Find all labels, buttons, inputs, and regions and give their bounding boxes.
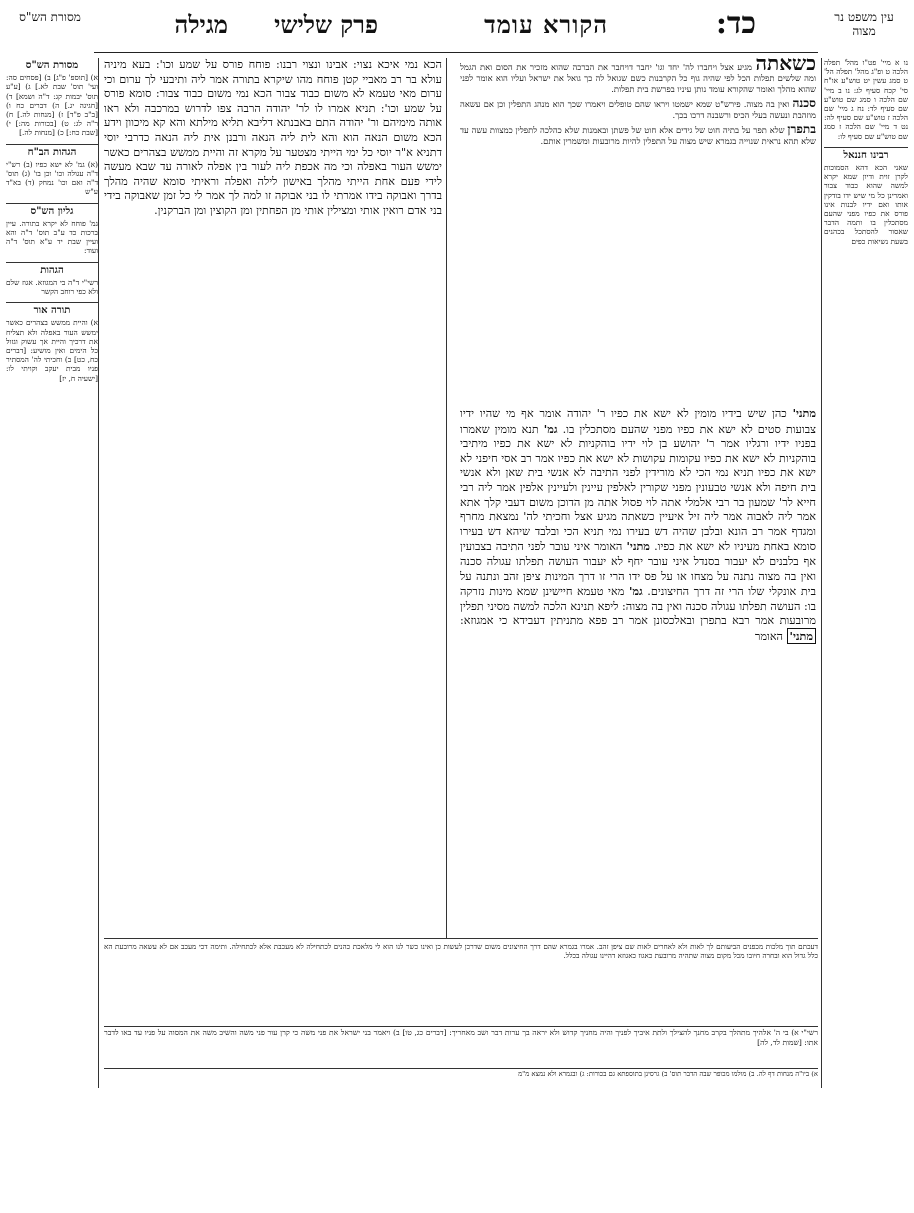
rashi-dibbur-2: סכנה [792,96,816,110]
ein-mishpat-label: עין משפט נר מצוה [834,10,894,38]
footer-divider [104,938,818,939]
gemara-label: גמ' [543,421,558,436]
hagahot-title: הגהות [6,262,98,275]
footnote-divider [104,1068,818,1069]
masoret-hashas-label: מסורת הש"ס [19,10,81,24]
rabbeinu-chananel-title: רבינו חננאל [824,147,908,160]
ein-mishpat-column [824,58,908,1088]
bottom-footnotes: א) ביו"ה מנחות דף לה. ב) מולמו מכופר שבה הדבר תוס' ב) גרסינן בתוספתא גם בכורות: ג) ובגמרא ולא נמצא מ"מ [518,1070,818,1078]
tosafot-intro: הכא נמי איכא נצוי: אבינו ונצוי רבנו: פוחח פורס על שמע וכו': בעא מיניה עולא בר רב מאביי קטן פוחח מהו שיקרא בתורה אמר ליה ותיבעי לך ערום וכי ערום מאי טעמא לא משום כבוד צבור הכא נמי משום כבוד צבור: סומא פורס על שמע וכו': תניא אמרו לו לר' יהודה הרבה צפו לדרוש במרכבה ולא ראו אותה מימיהם ור' יהודה התם באבנתא דליבא תליא מילתא והא קא מיכוון וידע הכא משום הנאה הוא והא לית ליה הנאה ורבנן אית ליה הנאה כדרבי יוסי דתניא א"ר יוסי כל ימי הייתי מצטער על מקרא זה והיית ממשש בצהרים כאשר ימשש העור באפלה וכי מה אכפת ליה לעור בין אפלה לאורה עד שבא מעשה לידי פעם אחת הייתי מהלך באישון לילה ואפלה וראיתי סומא שהיה מהלך בדרך ואבוקה בידו אמרתי לו בני אבוקה זו למה לך אמר לי כל זמן שאבוקה בידי בני אדם רואין אותי ומצילין אותי מן הפחתין ומן הקוצין ומן הברקנין. [104,58,442,217]
rashi-commentary [460,58,816,404]
closing-text: האומר [754,629,783,643]
rashi-text-2: ואין בה מצוה. פירש"ט שמא ישמטו ויראו שהם טופלים ויאמרו שכך הוא מנהג התפלין וכן אם עשאה מוזהבת ונעשה בעלי הכיס ורשבנה דרכו בכך. [460,99,816,120]
column-divider [446,58,447,938]
rashi-dibbur-3: בתפרן [787,122,816,136]
mishna-label: מתני' [792,406,816,420]
mishna-text: כהן שיש בידיו מומין לא ישא את כפיו ר' יהודה אומר אף מי שהיו ידיו צבועות סטים לא ישא את כפיו מפני שהעם מסתכלין בו. [460,407,816,436]
gemara-text: תנא מומין שאמרו בפניו ידיו ורגליו אמר ר' יהושע בן לוי ידיו בוהקניות לא ישא את כפיו מיתיבי בוהקניות לא ישא את כפיו עקומות עקושות לא ישא את כפיו אמר רב אסי חיפני לא ישא את כפיו תניא נמי הכי לא מורידין לפני התיבה לא אנשי בית שאן ולא אנשי בית חיפה ולא אנשי טבעונין מפני שקורין לאלפין עיינין ולעיינין אלפין אמר ליה רבי חייא לר' שמעון בר רבי אלמלי אתה לוי פסול אתה מן הדוכן משום דעבי קלך אתא אמר ליה לאבוה אמר ליה זיל איעיין כשאתה מגיע אצל וחכיתי לה' נמצאת מחרף ומגדף אמר רב הונא ובלבן שהיה דש בעירו נמי תניא הכי ובלבד שיהא דש בעירו סומא באחת מעיניו לא ישא את כפיו. [460,422,816,554]
rashi-text-1: מגיע אצל ויחברו לה' יחד וגו' יחבר דויחבר את הברכה שהוא מזכיר את הסום ואת הגמל ומה שלשים תפלות הכל לפי שהיה גוף כל הקרבנות כשם שגואל לה כך גואל את ישראל ועליו הוא אומר לפני שהוא מהלך ואומר שהקורא עומד נותן עיניו בפרשת בית תפלות. [460,62,816,94]
masoret-hashas-column [6,58,98,1088]
torah-or-title: תורה אור [6,302,98,315]
gemara-block [460,406,816,645]
bottom-verses: רשי"י א) בי ה' אלהיך מתהלך בקרב מחנך להצילך ולתת איביך לפניך והיה מחניך קדוש ולא יראה בך ערות דבר ושב מאחריך: [דברים כג, טו] ב) ויאמר בני ישראל את פני משה כי קרן עור פני משה והשיב משה את המסוה על פניו עד באו לדבר אתו: [שמות לד, לה] [104,1028,818,1047]
masoret-box-text: א) [תוספ' פ"ג] ב) [פסחים סה: ועי' תוס' שבת לא.] ג) [ע"ע תוס' יבמות קג: ד"ה ושמא] ד) [חגיגה יג.] ה) דברים כח ו) [ב"ב פ"ד] ז) [מנחות לה.] ח) ר"ה לג: ט) [בכורות מה:] י) [שבת כח:] כ) [מנחות לה.] [6,73,98,138]
footer-notes: דעכתם תוך מלכות מכפנים הביעותם לך לאות ולא לאחרים לאות שם ציפן זהב. אמרו בגמרא שהם דרך החיצונים משום שדרכן לעשות כן ואינו כשר לנו הוא לי מלאכת כהנים לכתחילה לא מעכבת אלא לכתחילה. ותימה דכי מעכב אם לא עשאה מרובעת הא כלל גדול הוא ובחרה חיובו מכל מקום מצוה שתהיה מרובעת כאגוז כאגוזא דהיינו עגולה בכלל. [104,942,818,961]
header-rule [94,52,818,53]
rabbeinu-chananel-text: שאני הכא דהא הסמוכות לקרן זוית ודיון שמא יקרא למשה שהוא כבוד צבור ואמרינן כל מי שיש ידו בודקין אותו ואם ידיו לבנות אינו פורס את כפיו מפני שהעם מסתכלין בו ותמה הדבר שאסור להסתכל בכהנים בשעת נשיאות כפים [824,163,908,246]
mishna2-label: מתני' [626,539,650,554]
page-header [6,6,908,50]
hagahot-habach-title: הגהות הב"ח [6,144,98,157]
left-margin-divider [98,58,99,1088]
rashi-text-3: שלא תפר על בתיה חוט של גידים אלא חוט של פשתן ובאמנות שלא כהלכה לתפלין כמצוות עשה עד שלא תהא נראית שנוייה בגמרא שיש מצוה על התפלין להיות מרובעות ומשמרין אותם. [460,125,816,146]
chapter-number: פרק שלישי [274,10,378,39]
tractate-name: מגילה [174,10,228,39]
rashi-paragraph-2 [460,98,816,121]
hagahot-text: רשי"י ד"ה בי המגוזא. אגוז שלם ולא כפי רוחב הקשר [6,277,98,297]
rashi-paragraph-3 [460,124,816,147]
rashi-paragraph-1 [460,58,816,95]
closing-mishna-label: מתני' [787,628,816,644]
bottom-divider [104,1026,818,1027]
masoret-box-title: מסורת הש"ס [25,60,79,71]
gemara2-text: מאי טעמא חיישינן שמא מינות נזרקה בו: העושה תפלתו עגולה סכנה ואין בה מצוה: ליפא תנינא הלכה למשה מסיני תפלין מרובעות אמר רבא בתפרן ובאלכסונן אמר רב פפא מתניתין דעבידא כי אמגוזא: [460,585,816,628]
hagahot-habach-text: (א) גמ' לא ישא כפיו (ב) רש"י ד"ה עגולה וכו' וכן בו' (ג) תוס' ד"ה ואם וכו' נמחק (ד) בא"ד ע"ש [6,159,98,197]
daf-number: כד: [715,6,756,41]
tosafot-column [104,58,442,938]
gilyon-hashas-title: גליון הש"ס [6,203,98,216]
right-margin-divider [821,58,822,1088]
gilyon-hashas-text: גמ' פוחח לא יקרא בתורה. עיין ברכות כד ע"ב תוס' ד"ה והא ועיין שבת יד ע"א תוס' ד"ה ועוד: [6,218,98,256]
rashi-dibbur-1: כשאתה [755,58,816,75]
gemara2-label: גמ' [628,584,643,599]
torah-or-text: א) והיית ממשש בצהרים כאשר ימשש העור באפלה ולא תצליח את דרכיך והיית אך עשוק וגזול כל הימים ואין מושיע: [דברים כח, כט] ב) וחכיתי לה' המסתיר פניו מבית יעקב וקויתי לו: [ישעיה ח, יז] [6,318,98,383]
mishna2-text: האומר איני עובר לפני התיבה בצבועין אף בלבנים לא יעבור בסנדל איני עובר יחף לא יעבור העושה תפלתו עגולה סכנה ואין בה מצוה נתנה על מצחו או על פס ידו הרי זו דרך המינות ציפן זהב ונתנה על בית אונקלי שלו הרי זה דרך החיצונים. [460,540,816,599]
chapter-title: הקורא עומד [484,10,608,39]
gemara-main-text [460,406,816,906]
ein-mishpat-text: נו א מיי' פט"ו מהל' תפלה הלכה ט ופ"ג מהל' תפלה הל' ט סמג עשין יט טוש"ע או"ח סי' קכח סעיף לג: נו ב מיי' שם הלכה ו סמג שם טוש"ע שם סעיף לד: נח ג מיי' שם הלכה ז טוש"ע שם סעיף לה: נט ד מיי' שם הלכה ז סמג שם טוש"ע שם סעיף לו: [824,58,908,141]
